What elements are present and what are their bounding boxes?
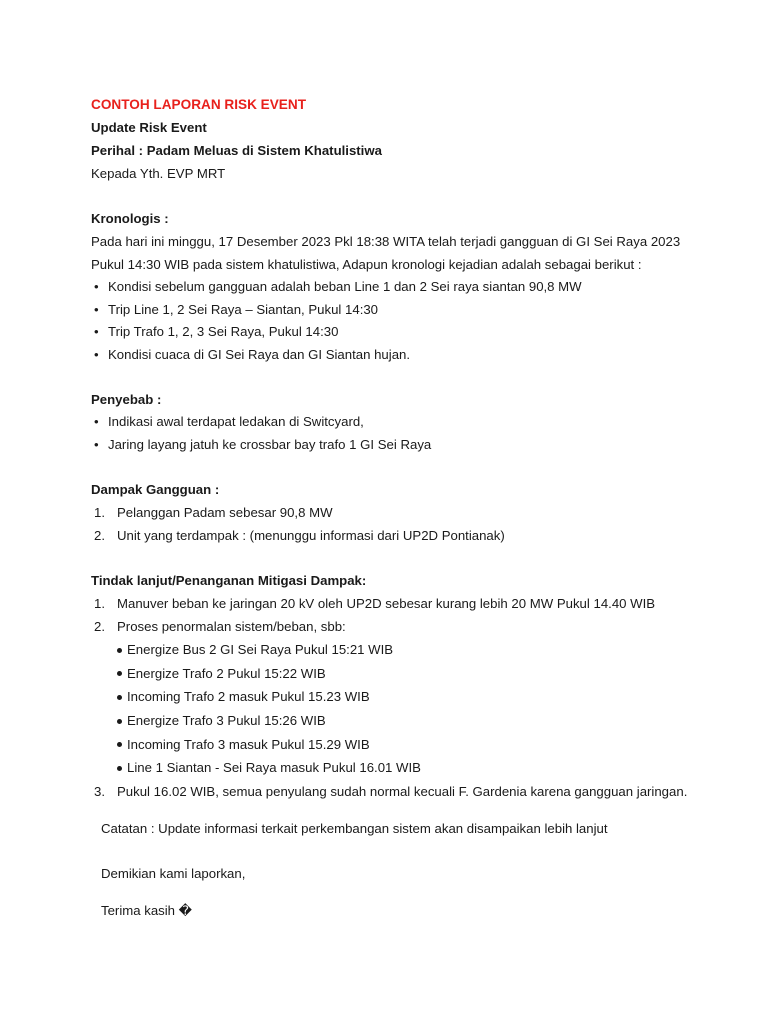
list-item: Energize Trafo 3 Pukul 15:26 WIB [117, 709, 731, 733]
kronologis-heading: Kronologis : [91, 211, 169, 226]
list-item: • Kondisi cuaca di GI Sei Raya dan GI Siantan hujan. [91, 344, 731, 367]
bullet-icon: • [94, 301, 99, 317]
list-item: 2. Proses penormalan sistem/beban, sbb: Energize Bus 2 GI Sei Raya Pukul 15:21 WIB Energize Trafo 2 Pukul 15:22 WIB Incoming Trafo 2 masuk Pukul 15.23 WIB Energize Trafo 3 Pukul 15:26 WIB Incoming Trafo 3 masuk Pukul 15.29 WIB Line 1 Siantan - Sei Raya masuk Pukul 16.01 WIB [91, 615, 731, 780]
list-item: Incoming Trafo 3 masuk Pukul 15.29 WIB [117, 733, 731, 757]
catatan-line: Catatan : Update informasi terkait perkembangan sistem akan disampaikan lebih lanjut [101, 821, 608, 837]
tindak-lanjut-list [91, 592, 731, 803]
bullet-icon: • [94, 346, 99, 362]
penyebab-heading: Penyebab : [91, 392, 162, 407]
kronologis-list [91, 276, 731, 366]
bullet-icon: • [94, 279, 99, 294]
bullet-icon: • [94, 324, 99, 339]
perihal-line: Perihal : Padam Meluas di Sistem Khatulistiwa [91, 143, 382, 158]
bullet-icon [117, 719, 122, 724]
bullet-icon: • [94, 436, 99, 452]
list-item: 1. Manuver beban ke jaringan 20 kV oleh UP2D sebesar kurang lebih 20 MW Pukul 14.40 WIB [94, 596, 656, 611]
subject-line: Update Risk Event [91, 120, 207, 135]
list-item: • Indikasi awal terdapat ledakan di Switcyard, [91, 411, 731, 434]
list-item: • Jaring layang jatuh ke crossbar bay trafo 1 GI Sei Raya [91, 434, 731, 457]
list-item: 1. Pelanggan Padam sebesar 90,8 MW [94, 505, 333, 520]
bullet-icon [117, 648, 122, 653]
list-item: • Trip Trafo 1, 2, 3 Sei Raya, Pukul 14:30 [91, 321, 731, 344]
demikian-line: Demikian kami laporkan, [101, 866, 246, 882]
list-item: 2. Unit yang terdampak : (menunggu informasi dari UP2D Pontianak) [94, 528, 505, 543]
kepada-line: Kepada Yth. EVP MRT [91, 166, 226, 181]
bullet-icon [117, 671, 122, 676]
list-item: Energize Trafo 2 Pukul 15:22 WIB [117, 662, 731, 686]
dampak-list [91, 501, 731, 547]
bullet-icon [117, 695, 122, 700]
list-item: Incoming Trafo 2 masuk Pukul 15.23 WIB [117, 685, 731, 709]
tindak-lanjut-heading: Tindak lanjut/Penanganan Mitigasi Dampak: [91, 573, 367, 588]
list-item: 3. Pukul 16.02 WIB, semua penyulang sudah normal kecuali F. Gardenia karena gangguan jaringan. [94, 784, 688, 800]
kronologis-paragraph-line2: Pukul 14:30 WIB pada sistem khatulistiwa, Adapun kronologi kejadian adalah sebagai berikut : [91, 257, 642, 272]
bullet-icon: • [94, 414, 99, 429]
list-item: Energize Bus 2 GI Sei Raya Pukul 15:21 WIB [117, 638, 731, 662]
bullet-icon [117, 766, 122, 771]
document-title: CONTOH LAPORAN RISK EVENT [91, 97, 306, 112]
terima-kasih-line: Terima kasih � [101, 903, 193, 919]
penyebab-list [91, 411, 731, 456]
dampak-heading: Dampak Gangguan : [91, 482, 220, 497]
kronologis-paragraph-line1: Pada hari ini minggu, 17 Desember 2023 Pkl 18:38 WITA telah terjadi gangguan di GI Sei Raya 2023 [91, 234, 681, 249]
bullet-icon [117, 742, 122, 747]
document-body [91, 93, 731, 922]
list-item: Line 1 Siantan - Sei Raya masuk Pukul 16.01 WIB [117, 756, 731, 780]
list-item: • Kondisi sebelum gangguan adalah beban Line 1 dan 2 Sei raya siantan 90,8 MW [91, 276, 731, 299]
list-item: • Trip Line 1, 2 Sei Raya – Siantan, Pukul 14:30 [91, 299, 731, 322]
penormalan-sublist [117, 638, 731, 780]
